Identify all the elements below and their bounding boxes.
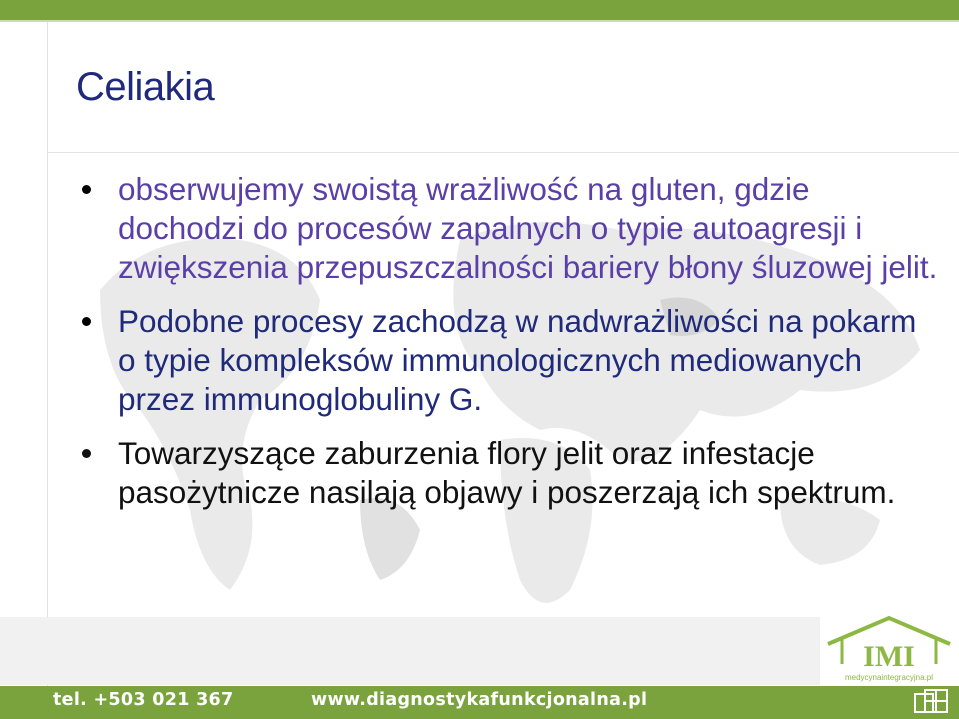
- bullet-dot-icon: [82, 317, 91, 326]
- bullet-dot-icon: [82, 449, 91, 458]
- footer-website-link[interactable]: www.diagnostykafunkcjonalna.pl: [311, 690, 648, 710]
- imi-logo: [820, 612, 959, 686]
- bullet-item-gluten: [78, 170, 938, 287]
- bullet-item-food-hypersensitivity: [78, 302, 938, 419]
- top-bar-shade: [0, 20, 959, 22]
- bullet-dot-icon: [82, 185, 91, 194]
- slide-title: Celiakia: [76, 65, 215, 109]
- vertical-guide-line: [47, 22, 48, 686]
- logo-text: IMI: [863, 640, 915, 673]
- logo-subtext: medycynaintegracyjna.pl: [844, 673, 934, 682]
- house-roof-icon: [820, 612, 959, 686]
- corner-logo-icon: [911, 688, 951, 718]
- bullet-text: Podobne procesy zachodzą w nadwrażliwości na pokarm o typie kompleksów immunologicznych mediowanych przez immunoglobuliny G.: [118, 303, 917, 417]
- top-green-bar: [0, 0, 959, 20]
- bullet-item-gut-flora: [78, 434, 938, 512]
- bullet-text: Towarzyszące zaburzenia flory jelit oraz infestacje pasożytnicze nasilają objawy i poszerzają ich spektrum.: [118, 435, 896, 510]
- bullet-list: [78, 170, 938, 527]
- bullet-text: obserwujemy swoistą wrażliwość na gluten, gdzie dochodzi do procesów zapalnych o typie autoagresji i zwiększenia przepuszczalności bariery błony śluzowej jelit.: [118, 171, 938, 285]
- horizontal-guide-line: [47, 152, 959, 153]
- footer-gray-band: [0, 617, 820, 685]
- footer-phone: tel. +503 021 367: [53, 690, 234, 710]
